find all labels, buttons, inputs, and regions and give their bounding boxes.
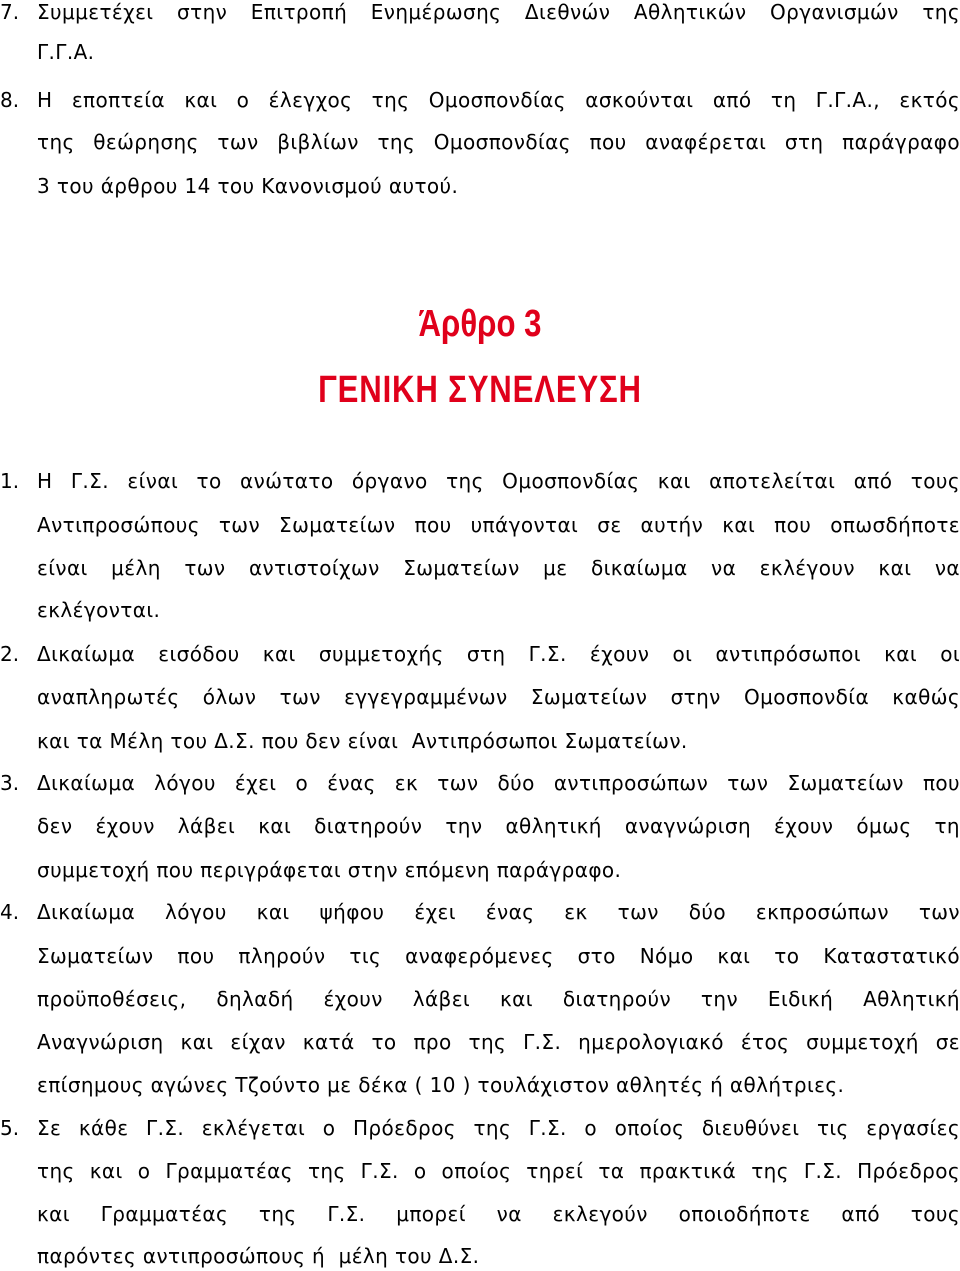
prev-item-line: Η εποπτεία και ο έλεγχος της Ομοσπονδίας ασκούνται από τη Γ.Γ.Α., εκτός [37, 88, 960, 112]
item-line: της και ο Γραμματέας της Γ.Σ. ο οποίος τηρεί τα πρακτικά της Γ.Σ. Πρόεδρος [37, 1159, 960, 1183]
item-line: και τα Μέλη του Δ.Σ. που δεν είναι Αντιπρόσωποι Σωματείων. [37, 729, 688, 753]
item-number: 4. [0, 900, 20, 924]
item-line: δεν έχουν λάβει και διατηρούν την αθλητική αναγνώριση έχουν όμως τη [37, 814, 960, 838]
prev-item-number: 7. [0, 0, 20, 24]
item-number: 1. [0, 469, 20, 493]
prev-item-line: Γ.Γ.Α. [37, 40, 95, 64]
prev-item-line: της θεώρησης των βιβλίων της Ομοσπονδίας που αναφέρεται στη παράγραφο [37, 130, 960, 154]
item-line: Αντιπροσώπους των Σωματείων που υπάγονται σε αυτήν και που οπωσδήποτε [37, 513, 960, 537]
item-line: Σε κάθε Γ.Σ. εκλέγεται ο Πρόεδρος της Γ.Σ. ο οποίος διευθύνει τις εργασίες [37, 1116, 960, 1140]
item-line: συμμετοχή που περιγράφεται στην επόμενη παράγραφο. [37, 858, 622, 882]
prev-item-line: 3 του άρθρου 14 του Κανονισμού αυτού. [37, 174, 459, 198]
item-line: είναι μέλη των αντιστοίχων Σωματείων με δικαίωμα να εκλέγουν και να [37, 556, 960, 580]
item-line: προϋποθέσεις, δηλαδή έχουν λάβει και διατηρούν την Ειδική Αθλητική [37, 987, 960, 1011]
item-line: επίσημους αγώνες Τζούντο με δέκα ( 10 ) τουλάχιστον αθλητές ή αθλήτριες. [37, 1073, 845, 1097]
item-line: Δικαίωμα λόγου έχει ο ένας εκ των δύο αντιπροσώπων των Σωματείων που [37, 771, 960, 795]
prev-item-number: 8. [0, 88, 20, 112]
item-line: Δικαίωμα εισόδου και συμμετοχής στη Γ.Σ. έχουν οι αντιπρόσωποι και οι [37, 642, 960, 666]
item-number: 5. [0, 1116, 20, 1140]
prev-item-line: Συμμετέχει στην Επιτροπή Ενημέρωσης Διεθνών Αθλητικών Οργανισμών της [37, 0, 960, 24]
item-number: 2. [0, 642, 20, 666]
item-line: και Γραμματέας της Γ.Σ. μπορεί να εκλεγούν οποιοδήποτε από τους [37, 1202, 960, 1226]
item-line: Σωματείων που πληρούν τις αναφερόμενες στο Νόμο και το Καταστατικό [37, 944, 960, 968]
item-line: εκλέγονται. [37, 598, 161, 622]
item-line: αναπληρωτές όλων των εγγεγραμμένων Σωματείων στην Ομοσπονδία καθώς [37, 685, 960, 709]
item-line: παρόντες αντιπροσώπους ή μέλη του Δ.Σ. [37, 1244, 480, 1268]
item-number: 3. [0, 771, 20, 795]
item-line: Δικαίωμα λόγου και ψήφου έχει ένας εκ των δύο εκπροσώπων των [37, 900, 960, 924]
article-title-heading: ΓΕΝΙΚΗ ΣΥΝΕΛΕΥΣΗ [318, 369, 642, 411]
article-number-heading: Άρθρο 3 [418, 303, 542, 345]
item-line: Η Γ.Σ. είναι το ανώτατο όργανο της Ομοσπονδίας και αποτελείται από τους [37, 469, 960, 493]
item-line: Αναγνώριση και είχαν κατά το προ της Γ.Σ. ημερολογιακό έτος συμμετοχή σε [37, 1030, 960, 1054]
